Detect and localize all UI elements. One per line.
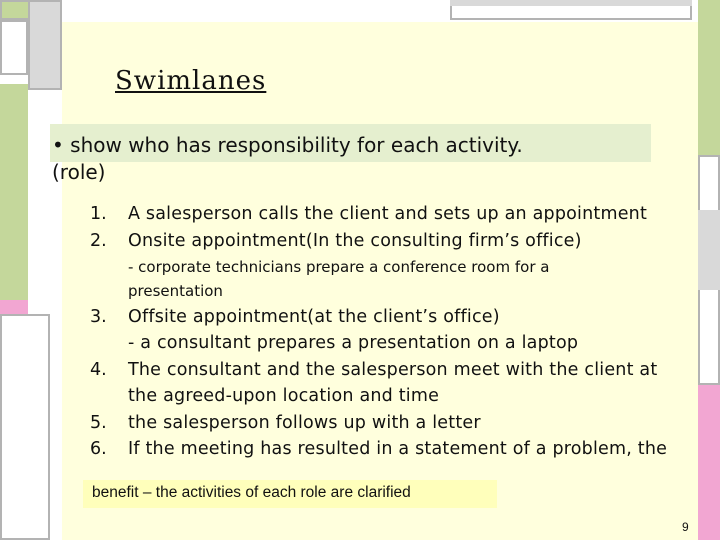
- list-sub-line: - a consultant prepares a presentation on a laptop: [128, 333, 579, 353]
- list-item-number: 6.: [90, 439, 107, 459]
- deco-block-right-inner-gray: [698, 210, 720, 290]
- deco-block-left-green: [0, 84, 28, 300]
- list-sub-line: - corporate technicians prepare a conference room for a: [128, 258, 550, 276]
- list-item-text: the salesperson follows up with a letter: [128, 413, 481, 433]
- slide-content-area: [62, 22, 698, 540]
- list-item-number: 2.: [90, 231, 107, 251]
- list-item-text: Onsite appointment(In the consulting firm’s office): [128, 231, 582, 251]
- list-item-number: 1.: [90, 204, 107, 224]
- benefit-note: benefit – the activities of each role are clarified: [92, 484, 411, 501]
- list-item-number: 5.: [90, 413, 107, 433]
- list-item-number: 4.: [90, 360, 107, 380]
- list-item-text: The consultant and the salesperson meet with the client at: [128, 360, 658, 380]
- page-number: 9: [682, 520, 689, 534]
- list-item-number: 3.: [90, 307, 107, 327]
- slide-title: Swimlanes: [115, 66, 267, 96]
- list-sub-line: the agreed-upon location and time: [128, 386, 440, 406]
- deco-block-left-lower: [0, 314, 50, 540]
- deco-block-top-right-gray: [450, 0, 692, 6]
- bullet-text-line1: • show who has responsibility for each activity.: [52, 133, 523, 157]
- deco-block-right-green: [698, 0, 720, 155]
- list-sub-line: presentation: [128, 282, 223, 300]
- list-item-text: If the meeting has resulted in a statement of a problem, the: [128, 439, 668, 459]
- bullet-text-line2: (role): [52, 160, 106, 184]
- deco-block-right-pink: [698, 385, 720, 540]
- deco-block-left-gray: [28, 0, 62, 90]
- list-item-text: Offsite appointment(at the client’s office): [128, 307, 500, 327]
- deco-block-left-pink: [0, 300, 28, 314]
- list-item-text: A salesperson calls the client and sets up an appointment: [128, 204, 648, 224]
- deco-block-left-green-small: [0, 20, 28, 75]
